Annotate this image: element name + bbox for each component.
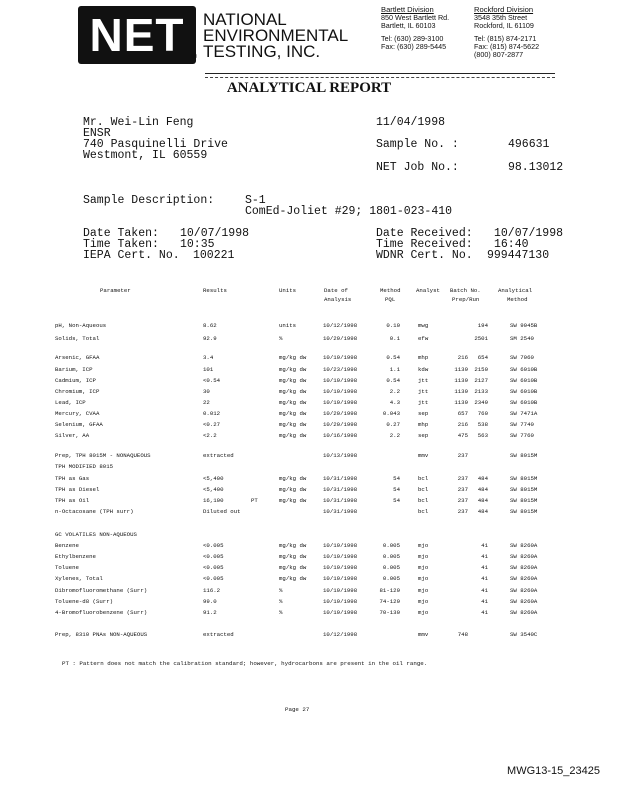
cell-method: SW 6010B <box>510 388 538 395</box>
cell-analyst: mjo <box>418 564 429 571</box>
cell-result: <0.005 <box>203 575 224 582</box>
cell-analyst: sep <box>418 432 429 439</box>
cell-units: mg/kg dw <box>279 497 307 504</box>
cell-parameter: Silver, AA <box>55 432 90 439</box>
cell-analyst: mjo <box>418 609 429 616</box>
cell-parameter: Toluene <box>55 564 79 571</box>
cell-analyst: mjo <box>418 587 429 594</box>
cell-run: 484 <box>477 486 488 493</box>
cell-units: mg/kg dw <box>279 421 307 428</box>
cell-units: % <box>279 335 283 342</box>
cell-date: 10/19/1998 <box>323 388 358 395</box>
sample-no-label: Sample No. : <box>376 138 459 151</box>
cell-parameter: Barium, ICP <box>55 366 93 373</box>
cell-date: 10/19/1998 <box>323 553 358 560</box>
cell-method: SW 6010B <box>510 399 538 406</box>
time-taken-value: 10:35 <box>180 238 215 251</box>
cell-method: SW 9045B <box>510 322 538 329</box>
cell-parameter: Lead, ICP <box>55 399 86 406</box>
division-fax: Fax: (815) 874-5622 <box>474 41 540 51</box>
date-taken-value: 10/07/1998 <box>180 227 250 240</box>
cell-pql: 0.27 <box>386 421 400 428</box>
cell-analyst: bcl <box>418 475 429 482</box>
division-address: Rockford, IL 61109 <box>474 21 534 31</box>
client-city: Westmont, IL 60559 <box>83 149 208 162</box>
cell-prep: 1139 <box>454 366 468 373</box>
cell-flag: PT <box>251 497 258 504</box>
cell-method: SW 8260A <box>510 598 538 605</box>
cell-result: <0.54 <box>203 377 221 384</box>
company-name-line: ENVIRONMENTAL <box>203 26 349 45</box>
registered-mark: ® <box>191 52 197 61</box>
cell-result: 0.012 <box>203 410 221 417</box>
cell-date: 10/13/1998 <box>323 452 358 459</box>
cell-analyst: mjo <box>418 598 429 605</box>
cell-result: <5,400 <box>203 486 224 493</box>
division-rockford <box>474 6 539 59</box>
cell-result: <2.2 <box>203 432 217 439</box>
cell-units: mg/kg dw <box>279 410 307 417</box>
cell-date: 10/31/1998 <box>323 475 358 482</box>
cell-pql: 0.043 <box>382 410 400 417</box>
cell-run: 41 <box>481 553 488 560</box>
cell-pql: 0.005 <box>382 553 400 560</box>
header-rule <box>205 73 555 74</box>
job-no-value: 98.13012 <box>508 161 564 174</box>
cell-prep: 1139 <box>454 377 468 384</box>
cell-pql: 0.005 <box>382 564 400 571</box>
cell-date: 10/19/1998 <box>323 354 358 361</box>
report-date: 11/04/1998 <box>376 116 446 129</box>
cell-pql: 54 <box>393 497 400 504</box>
cell-date: 10/20/1998 <box>323 421 358 428</box>
cell-method: SW 8015M <box>510 497 538 504</box>
cell-units: mg/kg dw <box>279 553 307 560</box>
client-name: Mr. Wei-Lin Feng <box>83 116 194 129</box>
cell-analyst: mjo <box>418 553 429 560</box>
cell-method: SW 7760 <box>510 432 534 439</box>
division-address: 3548 35th Street <box>474 13 528 23</box>
job-no-label: NET Job No.: <box>376 161 459 174</box>
cell-parameter: Prep, TPH 8015M - NONAQUEOUS <box>55 452 151 459</box>
cell-analyst: mmv <box>418 631 429 638</box>
cell-pql: 54 <box>393 486 400 493</box>
cell-run: 2501 <box>474 335 488 342</box>
col-header-date-2: Analysis <box>324 296 352 303</box>
cell-parameter: TPH as Gas <box>55 475 90 482</box>
cell-run: 654 <box>477 354 488 361</box>
time-received-value: 16:40 <box>494 238 529 251</box>
cell-method: SW 8260A <box>510 575 538 582</box>
cell-result: 116.2 <box>203 587 221 594</box>
col-header-batch: Batch No. <box>450 287 481 294</box>
cell-date: 10/29/1998 <box>323 335 358 342</box>
division-bartlett <box>381 6 449 51</box>
cell-date: 10/19/1998 <box>323 598 358 605</box>
cell-pql: 0.005 <box>382 542 400 549</box>
cell-run: 2349 <box>474 399 488 406</box>
cell-analyst: sep <box>418 410 429 417</box>
report-title: ANALYTICAL REPORT <box>226 80 392 96</box>
col-header-batch-2: Prep/Run <box>452 296 480 303</box>
cell-result: 8.62 <box>203 322 217 329</box>
cell-analyst: mjo <box>418 542 429 549</box>
cell-analyst: jtt <box>418 377 429 384</box>
client-street: 740 Pasquinelli Drive <box>83 138 228 151</box>
cell-method: SW 8260A <box>510 542 538 549</box>
cell-date: 10/31/1998 <box>323 486 358 493</box>
header-rule-dashed <box>205 77 555 78</box>
cell-result: 22 <box>203 399 210 406</box>
cell-parameter: TPH as Diesel <box>55 486 100 493</box>
cell-units: mg/kg dw <box>279 432 307 439</box>
iepa-cert-label: IEPA Cert. No. <box>83 249 180 262</box>
cell-method: SW 6010B <box>510 366 538 373</box>
cell-date: 10/19/1998 <box>323 587 358 594</box>
cell-units: mg/kg dw <box>279 575 307 582</box>
cell-prep: 748 <box>457 631 468 638</box>
cell-parameter: n-Octacosane (TPH surr) <box>55 508 134 515</box>
cell-run: 41 <box>481 609 488 616</box>
cell-pql: 1.1 <box>389 366 400 373</box>
cell-method: SW 8015M <box>510 475 538 482</box>
footnote: PT : Pattern does not match the calibration standard; however, hydrocarbons are present in the oil range. <box>62 660 428 667</box>
cell-parameter: Chromium, ICP <box>55 388 100 395</box>
cell-method: SW 8260A <box>510 609 538 616</box>
cell-method: SW 3540C <box>510 631 538 638</box>
cell-parameter: Cadmium, ICP <box>55 377 96 384</box>
cell-parameter: Toluene-d8 (Surr) <box>55 598 114 605</box>
col-header-units: Units <box>279 287 297 294</box>
cell-result: <0.005 <box>203 542 224 549</box>
wdnr-cert-value: 999447130 <box>487 249 550 262</box>
col-header-analyst: Analyst <box>416 287 440 294</box>
cell-result: <0.005 <box>203 564 224 571</box>
cell-pql: 0.10 <box>386 322 400 329</box>
col-header-analytical: Analytical <box>498 287 533 294</box>
date-received-value: 10/07/1998 <box>494 227 564 240</box>
cell-date: 10/19/1998 <box>323 542 358 549</box>
cell-run: 538 <box>477 421 488 428</box>
cell-result: 16,100 <box>203 497 224 504</box>
cell-pql: 54 <box>393 475 400 482</box>
cell-pql: 4.3 <box>389 399 400 406</box>
iepa-cert-value: 100221 <box>193 249 235 262</box>
cell-pql: 74-129 <box>379 598 400 605</box>
col-header-parameter: Parameter <box>100 287 131 294</box>
cell-parameter: Arsenic, GFAA <box>55 354 100 361</box>
cell-prep: 237 <box>457 475 468 482</box>
cell-pql: 2.2 <box>389 388 400 395</box>
cell-method: SW 7471A <box>510 410 538 417</box>
cell-units: mg/kg dw <box>279 542 307 549</box>
cell-date: 10/19/1998 <box>323 575 358 582</box>
col-header-method: Method <box>380 287 401 294</box>
cell-run: 41 <box>481 598 488 605</box>
cell-run: 484 <box>477 475 488 482</box>
cell-run: 563 <box>477 432 488 439</box>
time-received-label: Time Received: <box>376 238 473 251</box>
cell-result: <5,400 <box>203 475 224 482</box>
cell-method: SW 8015M <box>510 452 538 459</box>
cell-result: 30 <box>203 388 210 395</box>
cell-date: 10/31/1998 <box>323 508 358 515</box>
cell-run: 41 <box>481 575 488 582</box>
division-tel: Tel: (630) 289-3100 <box>381 33 444 43</box>
time-taken-label: Time Taken: <box>83 238 159 251</box>
wdnr-cert-label: WDNR Cert. No. <box>376 249 473 262</box>
cell-result: 101 <box>203 366 214 373</box>
cell-date: 10/16/1998 <box>323 432 358 439</box>
company-name-line: TESTING, INC. <box>203 42 321 61</box>
cell-method: SW 7060 <box>510 354 534 361</box>
cell-date: 10/19/1998 <box>323 399 358 406</box>
cell-result: extracted <box>203 452 234 459</box>
cell-analyst: mhp <box>418 421 429 428</box>
cell-pql: 70-130 <box>379 609 400 616</box>
cell-parameter: Ethylbenzene <box>55 553 96 560</box>
cell-units: mg/kg dw <box>279 486 307 493</box>
cell-analyst: jtt <box>418 399 429 406</box>
cell-date: 10/12/1998 <box>323 322 358 329</box>
cell-parameter: Xylenes, Total <box>55 575 103 582</box>
cell-method: SM 2540 <box>510 335 534 342</box>
cell-run: 484 <box>477 508 488 515</box>
cell-units: % <box>279 609 283 616</box>
cell-pql: 0.1 <box>389 335 400 342</box>
cell-date: 10/31/1998 <box>323 497 358 504</box>
division-address: 850 West Bartlett Rd. <box>381 13 450 23</box>
cell-analyst: mmv <box>418 452 429 459</box>
cell-pql: 81-129 <box>379 587 400 594</box>
cell-parameter: Benzene <box>55 542 79 549</box>
cell-result: 92.9 <box>203 335 217 342</box>
cell-analyst: kdw <box>418 366 429 373</box>
cell-units: units <box>279 322 297 329</box>
cell-result: 91.2 <box>203 609 217 616</box>
cell-date: 10/19/1998 <box>323 609 358 616</box>
cell-prep: 237 <box>457 497 468 504</box>
cell-result: 3.4 <box>203 354 214 361</box>
sample-description-line2: ComEd-Joliet #29; 1801-023-410 <box>245 205 453 218</box>
cell-method: SW 8260A <box>510 553 538 560</box>
document-id: MWG13-15_23425 <box>507 765 600 777</box>
division-phone: (800) 807-2877 <box>474 50 524 60</box>
cell-analyst: bcl <box>418 486 429 493</box>
cell-result: <0.005 <box>203 553 224 560</box>
date-taken-label: Date Taken: <box>83 227 159 240</box>
cell-run: 2150 <box>474 366 488 373</box>
cell-parameter: GC VOLATILES NON-AQUEOUS <box>55 531 137 538</box>
col-header-date: Date of <box>324 287 348 294</box>
cell-prep: 475 <box>457 432 468 439</box>
division-address: Bartlett, IL 60103 <box>381 21 436 31</box>
cell-run: 2133 <box>474 388 488 395</box>
cell-analyst: mwg <box>418 322 429 329</box>
cell-parameter: TPH as Oil <box>55 497 90 504</box>
cell-run: 194 <box>477 322 488 329</box>
cell-run: 41 <box>481 587 488 594</box>
cell-prep: 237 <box>457 508 468 515</box>
cell-method: SW 8015M <box>510 508 538 515</box>
cell-run: 41 <box>481 542 488 549</box>
division-name: Bartlett Division <box>381 5 434 14</box>
cell-units: mg/kg dw <box>279 366 307 373</box>
cell-run: 760 <box>477 410 488 417</box>
client-company: ENSR <box>83 127 111 140</box>
cell-method: SW 7740 <box>510 421 534 428</box>
cell-result: Diluted out <box>203 508 241 515</box>
col-header-pql: PQL <box>385 296 396 303</box>
cell-prep: 237 <box>457 452 468 459</box>
cell-parameter: TPH MODIFIED 8015 <box>55 463 114 470</box>
cell-parameter: Dibromofluoromethane (Surr) <box>55 587 148 594</box>
cell-result: extracted <box>203 631 234 638</box>
cell-analyst: bcl <box>418 508 429 515</box>
cell-parameter: Selenium, GFAA <box>55 421 103 428</box>
division-tel: Tel: (815) 874-2171 <box>474 33 537 43</box>
cell-units: % <box>279 598 283 605</box>
cell-analyst: jtt <box>418 388 429 395</box>
cell-analyst: mhp <box>418 354 429 361</box>
cell-pql: 2.2 <box>389 432 400 439</box>
cell-prep: 216 <box>457 354 468 361</box>
cell-units: mg/kg dw <box>279 399 307 406</box>
cell-pql: 0.005 <box>382 575 400 582</box>
company-name <box>203 12 348 60</box>
cell-parameter: Prep, 8310 PNAs NON-AQUEOUS <box>55 631 148 638</box>
col-header-results: Results <box>203 287 227 294</box>
cell-analyst: mjo <box>418 575 429 582</box>
cell-prep: 237 <box>457 486 468 493</box>
cell-units: mg/kg dw <box>279 377 307 384</box>
cell-date: 10/12/1998 <box>323 631 358 638</box>
cell-parameter: 4-Bromofluorobenzene (Surr) <box>55 609 148 616</box>
cell-prep: 1139 <box>454 399 468 406</box>
cell-date: 10/19/1998 <box>323 564 358 571</box>
cell-date: 10/20/1998 <box>323 410 358 417</box>
cell-units: % <box>279 587 283 594</box>
cell-pql: 0.54 <box>386 377 400 384</box>
cell-analyst: efw <box>418 335 429 342</box>
cell-parameter: pH, Non-Aqueous <box>55 322 107 329</box>
cell-analyst: bcl <box>418 497 429 504</box>
cell-date: 10/23/1998 <box>323 366 358 373</box>
cell-units: mg/kg dw <box>279 564 307 571</box>
company-name-line: NATIONAL <box>203 10 287 29</box>
cell-run: 41 <box>481 564 488 571</box>
cell-prep: 657 <box>457 410 468 417</box>
col-header-analytical-method: Method <box>507 296 528 303</box>
cell-units: mg/kg dw <box>279 354 307 361</box>
company-logo: NET <box>78 6 196 64</box>
cell-method: SW 8015M <box>510 486 538 493</box>
cell-date: 10/19/1998 <box>323 377 358 384</box>
cell-result: <0.27 <box>203 421 221 428</box>
cell-method: SW 8260A <box>510 587 538 594</box>
cell-method: SW 8260A <box>510 564 538 571</box>
sample-no-value: 496631 <box>508 138 550 151</box>
cell-pql: 0.54 <box>386 354 400 361</box>
cell-parameter: Solids, Total <box>55 335 100 342</box>
cell-run: 2127 <box>474 377 488 384</box>
cell-prep: 216 <box>457 421 468 428</box>
sample-description-label: Sample Description: <box>83 194 215 207</box>
cell-units: mg/kg dw <box>279 475 307 482</box>
cell-method: SW 6010B <box>510 377 538 384</box>
cell-result: 99.0 <box>203 598 217 605</box>
cell-units: mg/kg dw <box>279 388 307 395</box>
cell-run: 484 <box>477 497 488 504</box>
page-number: Page 27 <box>285 706 310 713</box>
cell-parameter: Mercury, CVAA <box>55 410 100 417</box>
division-name: Rockford Division <box>474 5 534 14</box>
division-fax: Fax: (630) 289-5445 <box>381 41 447 51</box>
sample-description-line1: S-1 <box>245 194 266 207</box>
date-received-label: Date Received: <box>376 227 473 240</box>
cell-prep: 1139 <box>454 388 468 395</box>
